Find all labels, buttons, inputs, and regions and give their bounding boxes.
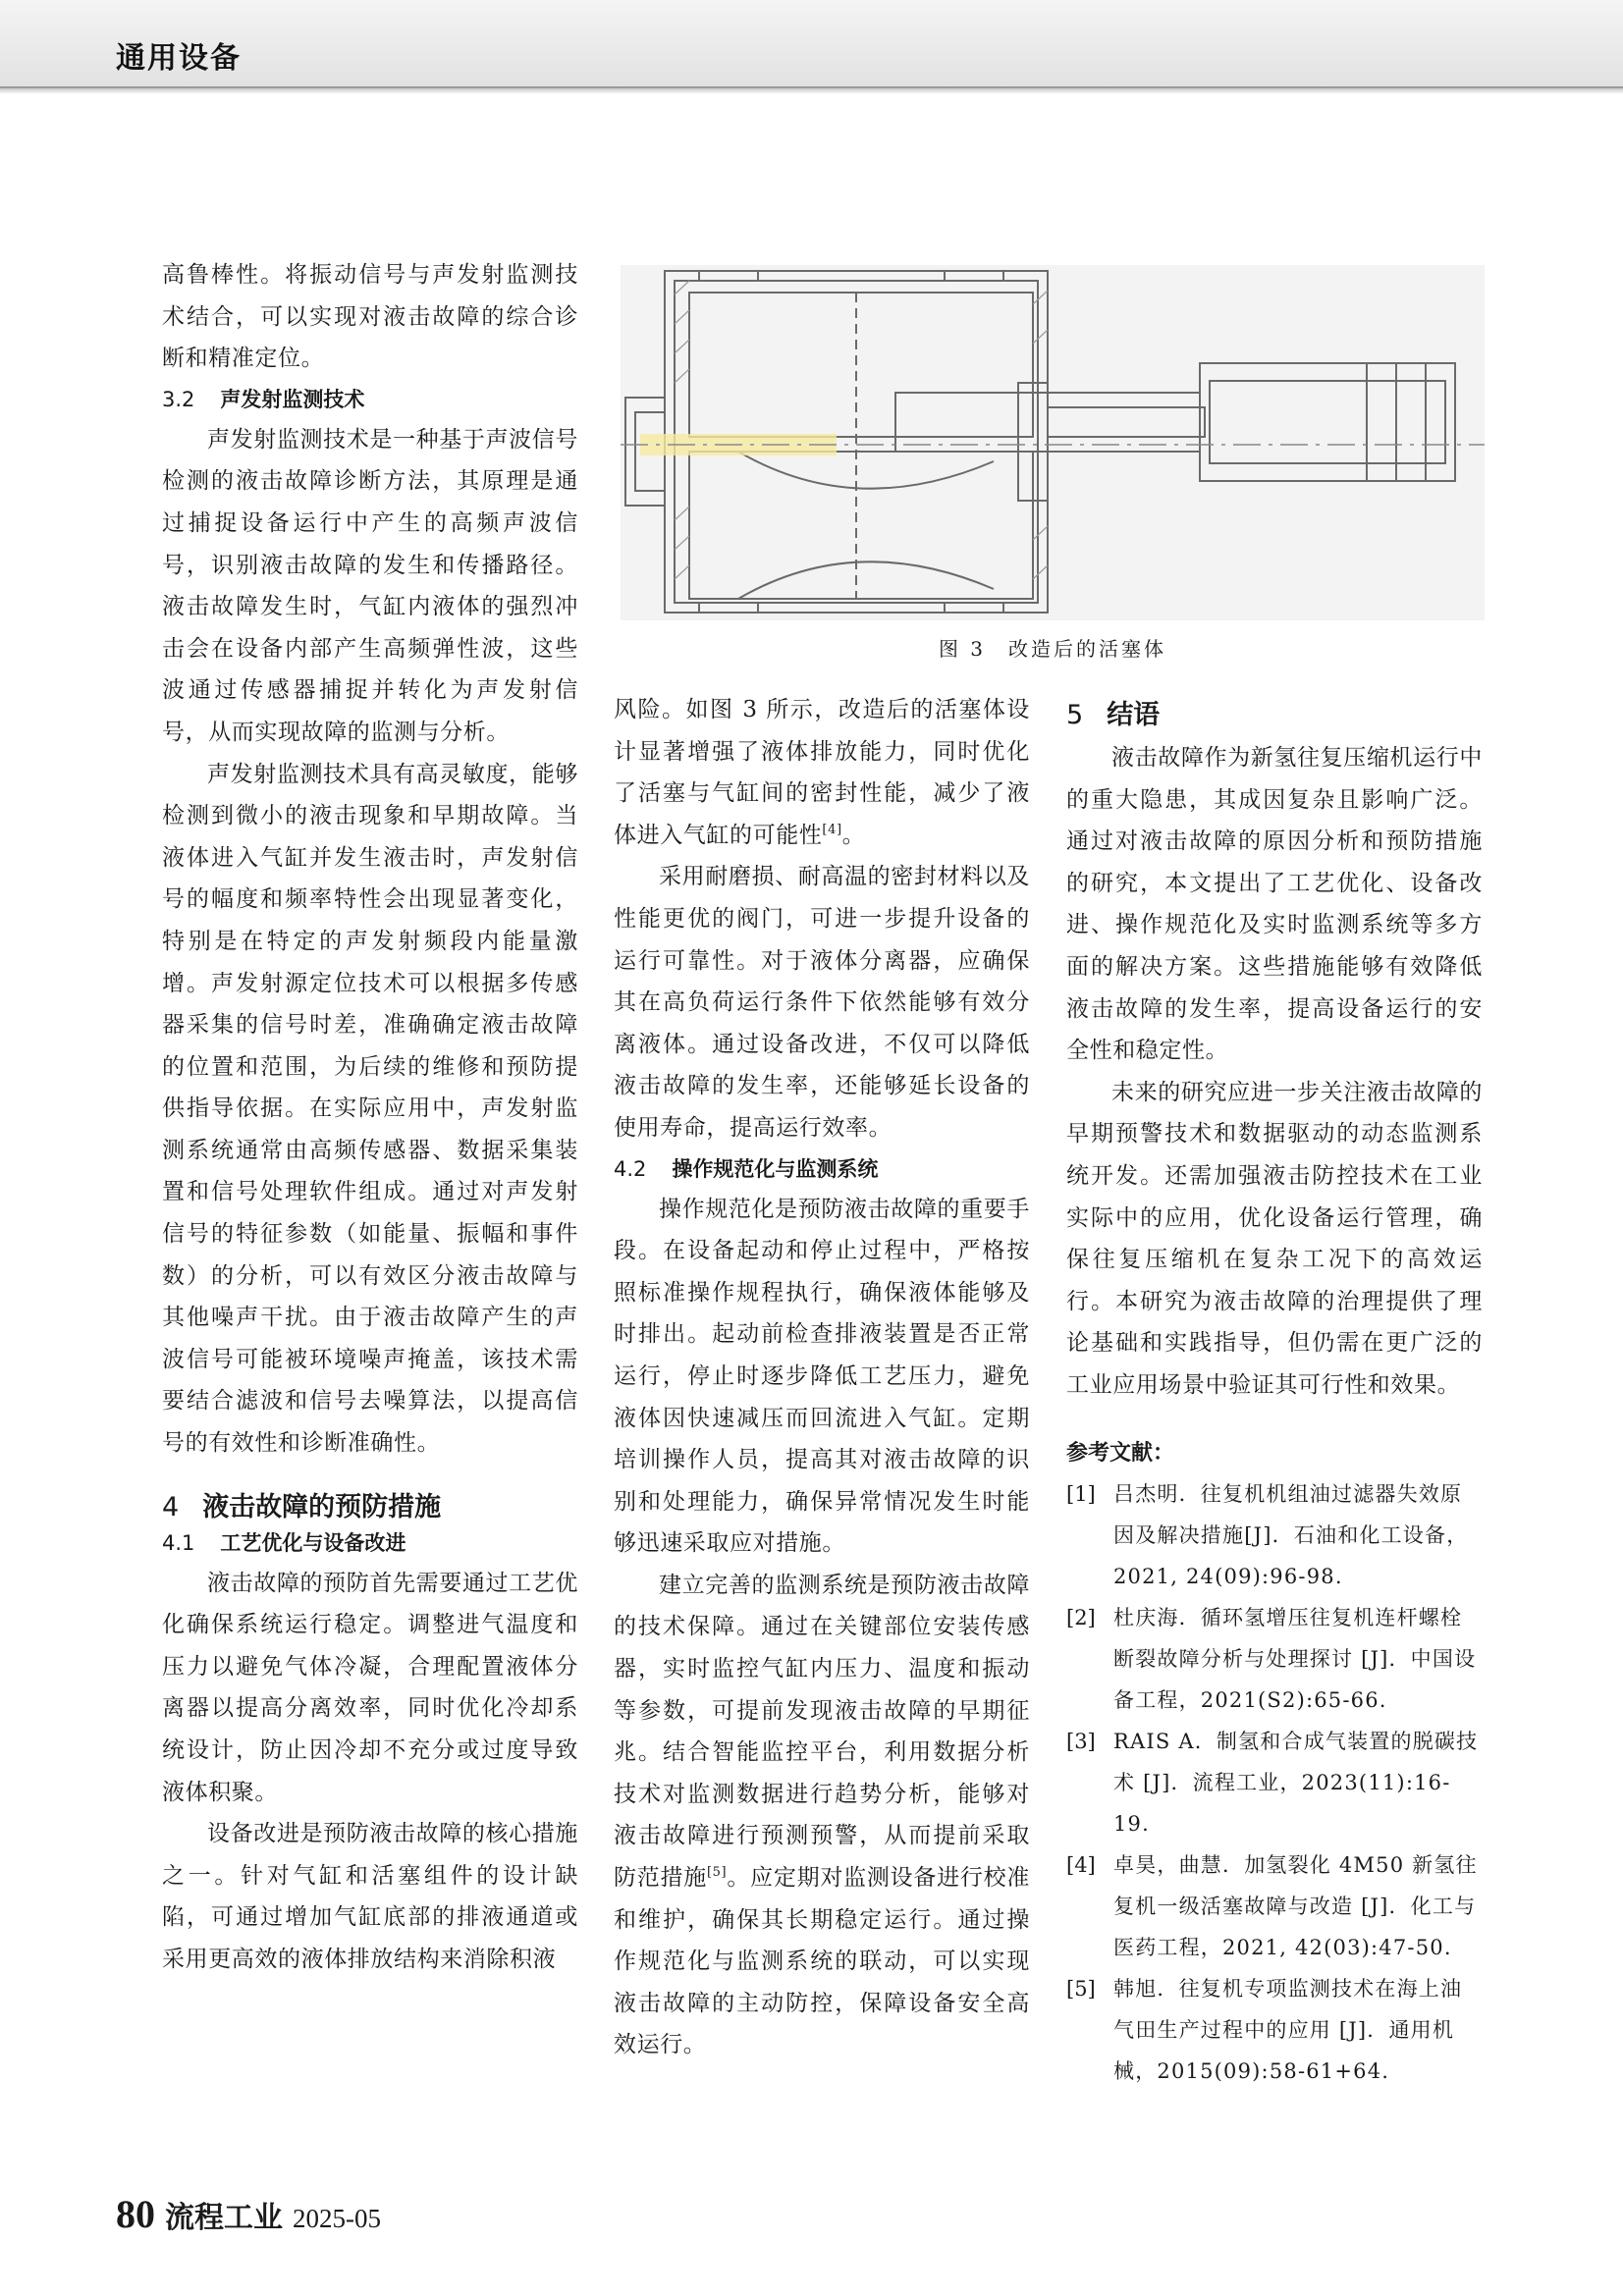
figure-caption: 图 3 改造后的活塞体 — [938, 637, 1167, 661]
reference-item — [1066, 1721, 1483, 1844]
reference-number: [4] — [1066, 1852, 1096, 1877]
reference-item — [1066, 1597, 1483, 1721]
heading-4-1 — [162, 1523, 578, 1563]
reference-item — [1066, 1844, 1483, 1968]
figure-3-piston-drawing — [621, 265, 1485, 620]
reference-text: 韩旭．往复机专项监测技术在海上油气田生产过程中的应用 [J]．通用机械，2015(09):58-61+64. — [1113, 1976, 1463, 2083]
section-label: 通用设备 — [116, 41, 242, 76]
reference-number: [5] — [1066, 1976, 1096, 2001]
reference-text: 卓昊，曲慧．加氢裂化 4M50 新氢往复机一级活塞故障与改造 [J]．化工与医药工程，2021, 42(03):47-50. — [1113, 1852, 1478, 1959]
header-divider — [0, 88, 1623, 94]
page-footer — [116, 2191, 381, 2237]
heading-number: 5 — [1066, 700, 1084, 730]
heading-5 — [1066, 694, 1483, 737]
heading-title: 液击故障的预防措施 — [202, 1491, 442, 1522]
heading-title: 工艺优化与设备改进 — [220, 1530, 406, 1555]
reference-item — [1066, 1473, 1483, 1597]
reference-number: [3] — [1066, 1729, 1096, 1753]
paragraph: 声发射监测技术具有高灵敏度，能够检测到微小的液击现象和早期故障。当液体进入气缸并发生液击时，声发射信号的幅度和频率特性会出现显著变化，特别是在特定的声发射频段内能量激增。声发射源定位技术可以根据多传感器采集的信号时差，准确确定液击故障的位置和范围，为后续的维修和预防提供指导依据。在实际应用中，声发射监测系统通常由高频传感器、数据采集装置和信号处理软件组成。通过对声发射信号的特征参数（如能量、振幅和事件数）的分析，可以有效区分液击故障与其他噪声干扰。由于液击故障产生的声波信号可能被环境噪声掩盖，该技术需要结合滤波和信号去噪算法，以提高信号的有效性和诊断准确性。 — [162, 761, 578, 1457]
citation: [5] — [707, 1865, 728, 1881]
journal-name: 流程工业 — [165, 2202, 283, 2234]
reference-text: 杜庆海．循环氢增压往复机连杆螺栓断裂故障分析与处理探讨 [J]．中国设备工程，2021(S2):65-66. — [1113, 1605, 1477, 1712]
paragraph-text: 风险。如图 3 所示，改造后的活塞体设计显著增强了液体排放能力，同时优化了活塞与气缸间的密封性能，减少了液体进入气缸的可能性 — [614, 697, 1030, 848]
paragraph: 声发射监测技术是一种基于声波信号检测的液击故障诊断方法，其原理是通过捕捉设备运行中产生的高频声波信号，识别液击故障的发生和传播路径。液击故障发生时，气缸内液体的强烈冲击会在设备内部产生高频弹性波，这些波通过传感器捕捉并转化为声发射信号，从而实现故障的监测与分析。 — [162, 426, 578, 745]
references-title: 参考文献： — [1066, 1440, 1175, 1466]
reference-number: [2] — [1066, 1605, 1096, 1629]
heading-number: 4.2 — [614, 1156, 647, 1181]
column-2 — [614, 689, 1030, 2066]
issue-date: 2025-05 — [293, 2204, 381, 2233]
citation: [4] — [822, 822, 842, 837]
heading-3-2 — [162, 380, 578, 419]
paragraph-text: 。应定期对监测设备进行校准和维护，确保其长期稳定运行。通过操作规范化与监测系统的联动，可以实现液击故障的主动防控，保障设备安全高效运行。 — [614, 1865, 1030, 2058]
reference-list — [1066, 1473, 1483, 2092]
paragraph: 未来的研究应进一步关注液击故障的早期预警技术和数据驱动的动态监测系统开发。还需加强液击防控技术在工业实际中的应用，优化设备运行管理，确保往复压缩机在复杂工况下的高效运行。本研究为液击故障的治理提供了理论基础和实践指导，但仍需在更广泛的工业应用场景中验证其可行性和效果。 — [1066, 1079, 1483, 1398]
heading-number: 4.1 — [162, 1530, 195, 1555]
heading-number: 3.2 — [162, 387, 195, 411]
paragraph: 操作规范化是预防液击故障的重要手段。在设备起动和停止过程中，严格按照标准操作规程执行，确保液体能够及时排出。起动前检查排液装置是否正常运行，停止时逐步降低工艺压力，避免液体因快速减压而回流进入气缸。定期培训操作人员，提高其对液击故障的识别和处理能力，确保异常情况发生时能够迅速采取应对措施。 — [614, 1196, 1030, 1557]
heading-4-2 — [614, 1149, 1030, 1189]
heading-number: 4 — [162, 1491, 180, 1522]
heading-title: 声发射监测技术 — [220, 387, 365, 411]
paragraph: 设备改进是预防液击故障的核心措施之一。针对气缸和活塞组件的设计缺陷，可通过增加气缸底部的排液通道或采用更高效的液体排放结构来消除积液 — [162, 1821, 578, 1972]
paragraph-text: 建立完善的监测系统是预防液击故障的技术保障。通过在关键部位安装传感器，实时监控气缸内压力、温度和振动等参数，可提前发现液击故障的早期征兆。结合智能监控平台，利用数据分析技术对监测数据进行趋势分析，能够对液击故障进行预测预警，从而提前采取防范措施 — [614, 1572, 1030, 1892]
header-bar — [0, 0, 1623, 88]
heading-title: 结语 — [1107, 700, 1161, 730]
reference-text: 吕杰明．往复机机组油过滤器失效原因及解决措施[J]．石油和化工设备，2021, 24(09):96-98. — [1113, 1481, 1469, 1588]
heading-title: 操作规范化与监测系统 — [672, 1156, 879, 1181]
column-3 — [1066, 694, 1483, 2092]
paragraph — [614, 1565, 1030, 2066]
paragraph: 液击故障的预防首先需要通过工艺优化确保系统运行稳定。调整进气温度和压力以避免气体冷凝，合理配置液体分离器以提高分离效率，同时优化冷却系统设计，防止因冷却不充分或过度导致液体积聚。 — [162, 1570, 578, 1805]
reference-item — [1066, 1968, 1483, 2092]
column-1 — [162, 254, 578, 1981]
page-number: 80 — [116, 2192, 155, 2236]
paragraph — [614, 689, 1030, 856]
paragraph: 高鲁棒性。将振动信号与声发射监测技术结合，可以实现对液击故障的综合诊断和精准定位。 — [162, 262, 578, 372]
reference-text: RAIS A．制氢和合成气装置的脱碳技术 [J]．流程工业，2023(11):16-19. — [1113, 1729, 1479, 1836]
piston-cad-drawing — [621, 265, 1485, 620]
paragraph-text: 。 — [841, 822, 866, 848]
reference-number: [1] — [1066, 1481, 1096, 1506]
paragraph: 液击故障作为新氢往复压缩机运行中的重大隐患，其成因复杂且影响广泛。通过对液击故障的原因分析和预防措施的研究，本文提出了工艺优化、设备改进、操作规范化及实时监测系统等多方面的解决方案。这些措施能够有效降低液击故障的发生率，提高设备运行的安全性和稳定性。 — [1066, 745, 1483, 1064]
paragraph: 采用耐磨损、耐高温的密封材料以及性能更优的阀门，可进一步提升设备的运行可靠性。对于液体分离器，应确保其在高负荷运行条件下依然能够有效分离液体。通过设备改进，不仅可以降低液击故障的发生率，还能够延长设备的使用寿命，提高运行效率。 — [614, 864, 1030, 1141]
